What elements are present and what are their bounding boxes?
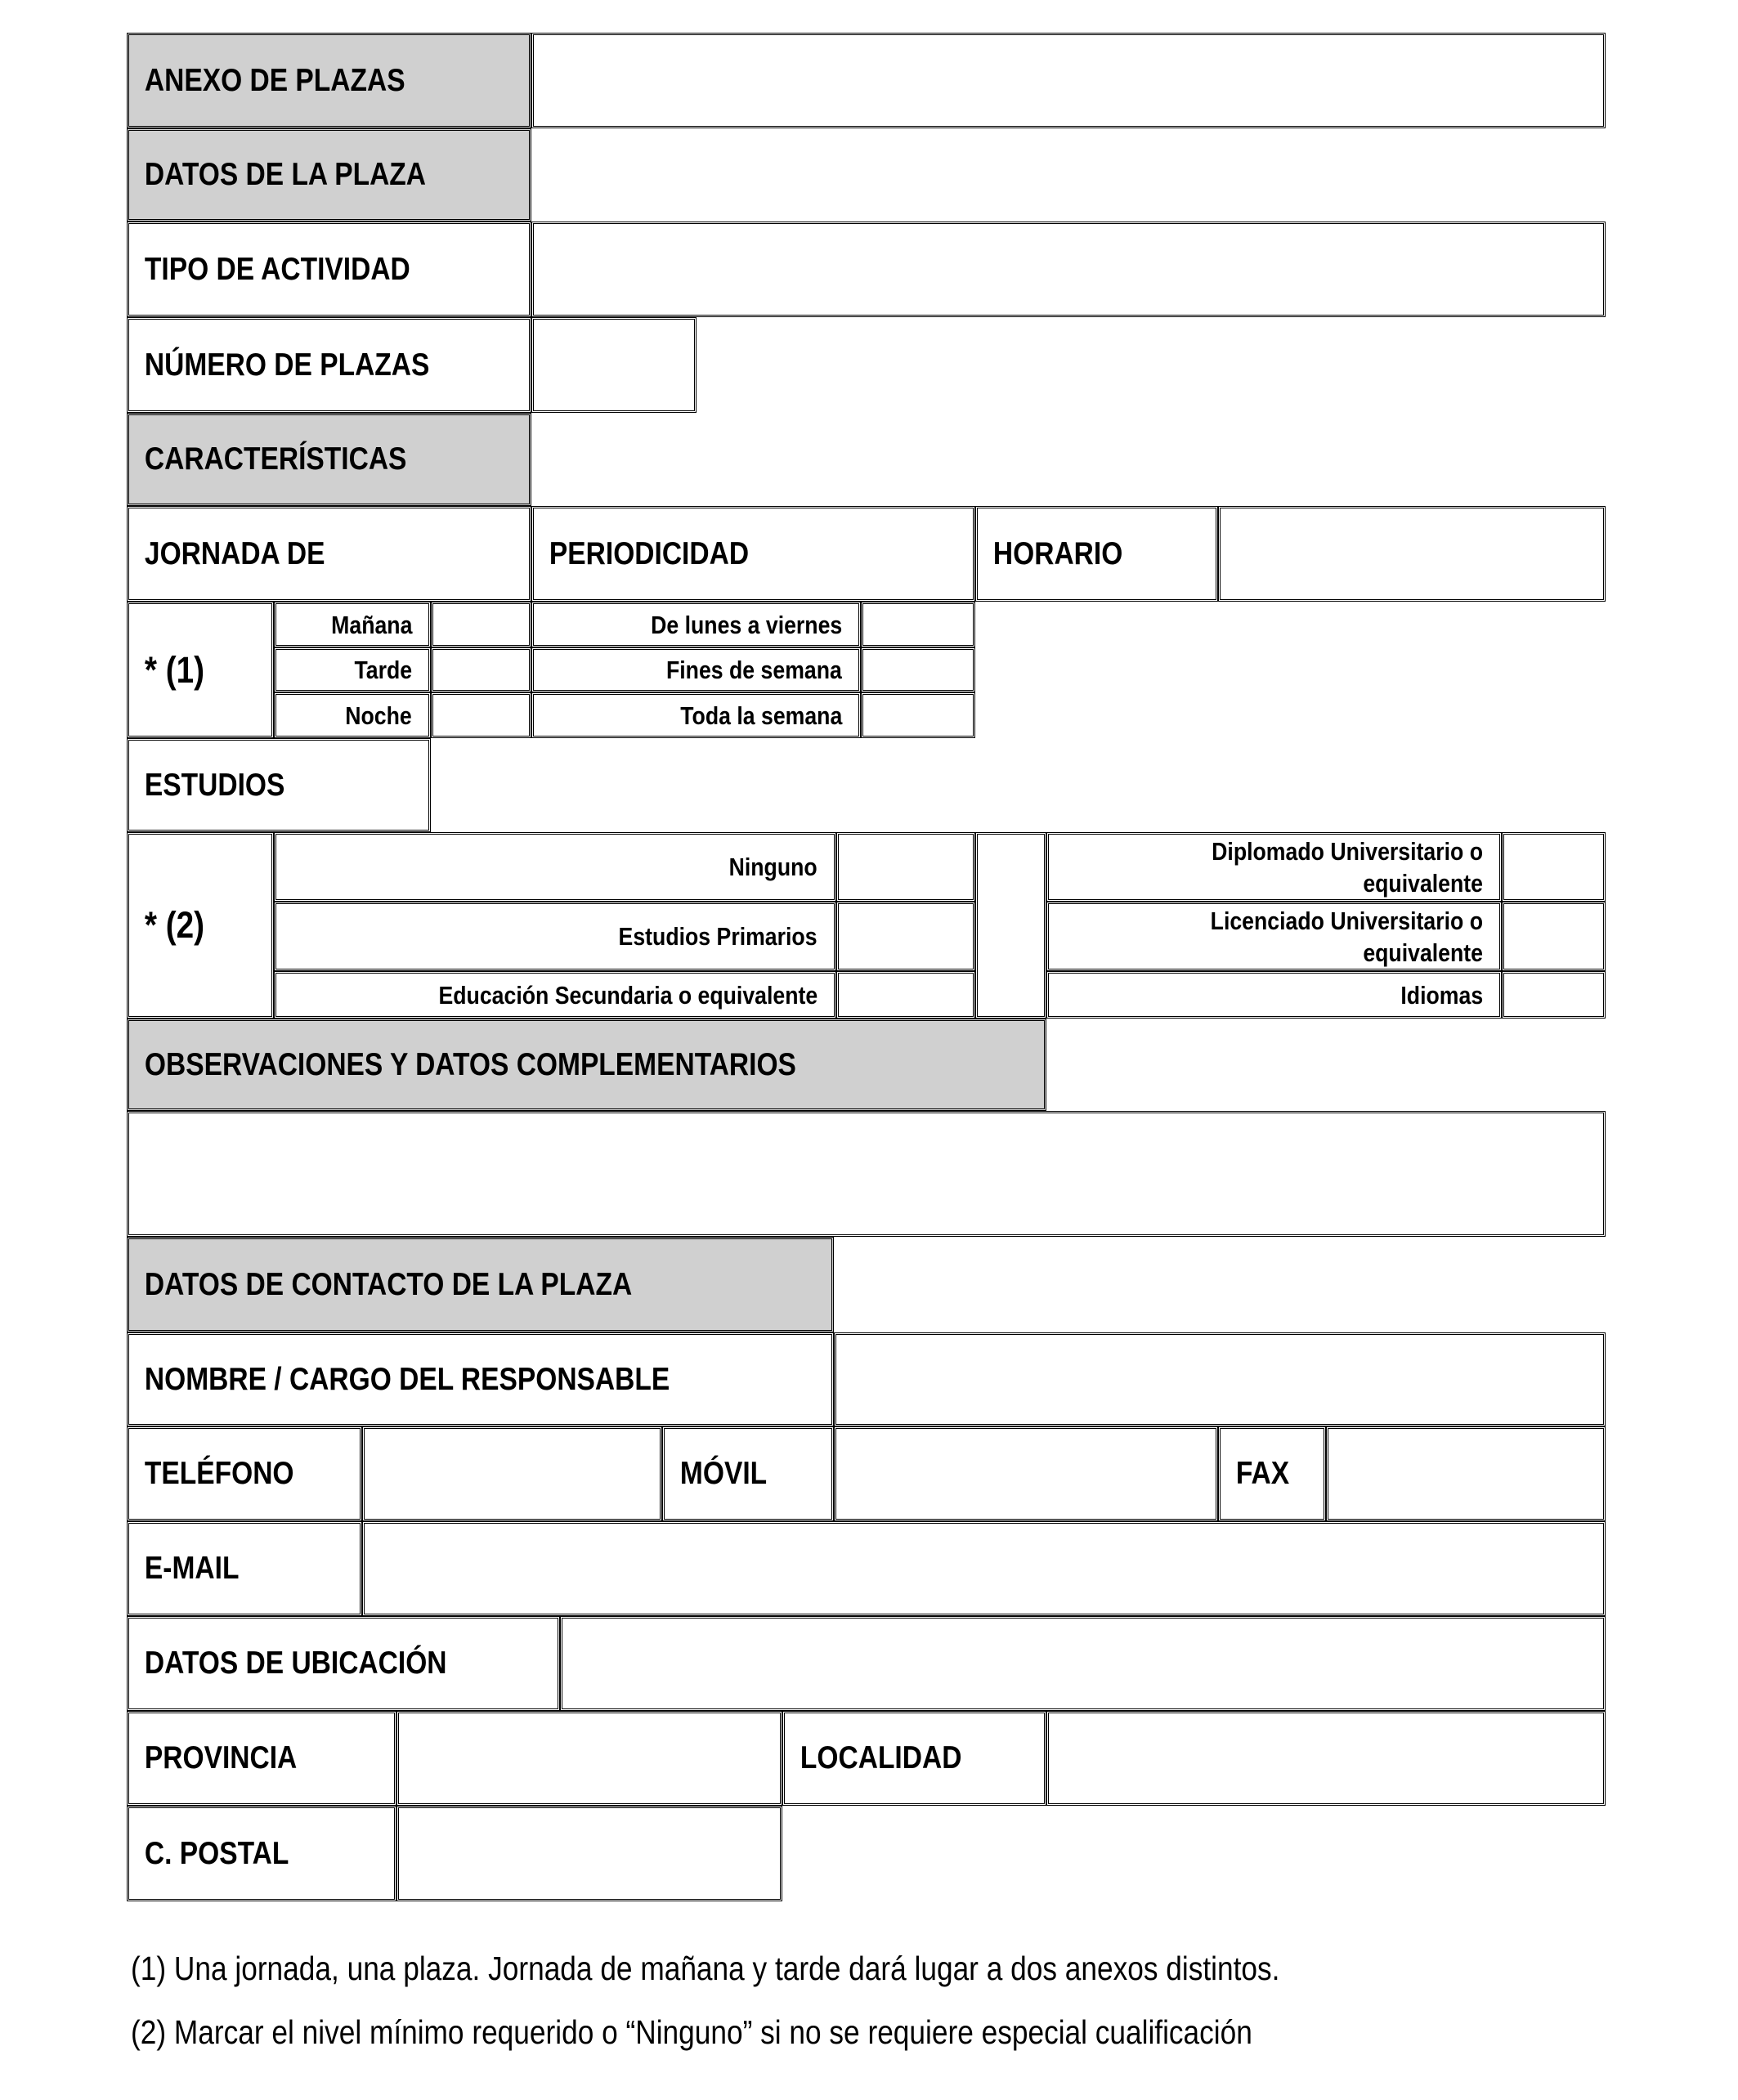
observaciones-header [127, 1019, 1046, 1111]
movil-text: MÓVIL [679, 1456, 768, 1491]
numero-de-plazas-text: NÚMERO DE PLAZAS [144, 347, 430, 383]
jornada-marker [127, 602, 274, 738]
telefono-text: TELÉFONO [144, 1456, 294, 1491]
footnote-1: (1) Una jornada, una plaza. Jornada de mañana y tarde dará lugar a dos anexos distintos. [131, 1950, 1280, 1987]
horario-text: HORARIO [992, 535, 1123, 571]
datos-de-contacto-text: DATOS DE CONTACTO DE LA PLAZA [144, 1266, 633, 1302]
option-fines-semana-text: Fines de semana [666, 656, 842, 684]
estudios-marker-text: * (2) [144, 904, 205, 946]
option-diplomado-label [1046, 832, 1502, 902]
option-lunes-viernes-checkbox[interactable] [861, 602, 975, 647]
option-noche-checkbox[interactable] [431, 692, 531, 738]
option-tarde-label [274, 647, 431, 692]
option-tarde-text: Tarde [354, 656, 412, 684]
tipo-de-actividad-field[interactable] [531, 222, 1606, 317]
option-toda-semana-text: Toda la semana [679, 701, 842, 730]
telefono-field[interactable] [362, 1426, 662, 1521]
option-manana-label [274, 602, 431, 647]
anexo-de-plazas-field[interactable] [531, 33, 1606, 128]
numero-de-plazas-field[interactable] [531, 317, 697, 413]
estudios-spacer [975, 832, 1046, 1019]
datos-de-la-plaza-header [127, 128, 531, 222]
option-secundaria-text: Educación Secundaria o equivalente [438, 980, 817, 1010]
movil-field[interactable] [834, 1426, 1218, 1521]
option-idiomas-text: Idiomas [1400, 980, 1483, 1010]
horario-label [975, 506, 1218, 602]
option-idiomas-label [1046, 971, 1502, 1019]
c-postal-field[interactable] [396, 1806, 782, 1901]
localidad-label [782, 1711, 1046, 1806]
observaciones-text: OBSERVACIONES Y DATOS COMPLEMENTARIOS [144, 1046, 796, 1082]
nombre-cargo-text: NOMBRE / CARGO DEL RESPONSABLE [144, 1361, 670, 1397]
telefono-label [127, 1426, 362, 1521]
option-noche-label [274, 692, 431, 738]
localidad-text: LOCALIDAD [800, 1740, 962, 1775]
option-licenciado-label [1046, 902, 1502, 971]
nombre-cargo-label [127, 1332, 834, 1426]
datos-de-la-plaza-text: DATOS DE LA PLAZA [144, 157, 427, 192]
datos-de-ubicacion-label [127, 1616, 560, 1711]
estudios-label [127, 738, 431, 832]
fax-field[interactable] [1326, 1426, 1606, 1521]
option-fines-semana-label [531, 647, 861, 692]
option-secundaria-checkbox[interactable] [836, 971, 975, 1019]
email-text: E-MAIL [144, 1551, 240, 1586]
periodicidad-label [531, 506, 975, 602]
anexo-de-plazas-text: ANEXO DE PLAZAS [144, 62, 405, 98]
localidad-field[interactable] [1046, 1711, 1606, 1806]
numero-de-plazas-label [127, 317, 531, 413]
option-manana-checkbox[interactable] [431, 602, 531, 647]
provincia-label [127, 1711, 396, 1806]
option-ninguno-checkbox[interactable] [836, 832, 975, 902]
option-toda-semana-checkbox[interactable] [861, 692, 975, 738]
observaciones-field[interactable] [127, 1111, 1606, 1237]
option-ninguno-text: Ninguno [728, 853, 817, 881]
option-fines-semana-checkbox[interactable] [861, 647, 975, 692]
jornada-marker-text: * (1) [144, 648, 205, 691]
horario-field[interactable] [1218, 506, 1606, 602]
option-diplomado-checkbox[interactable] [1502, 832, 1606, 902]
option-ninguno-label [274, 832, 836, 902]
option-estudios-primarios-text: Estudios Primarios [619, 922, 817, 951]
datos-de-contacto-header [127, 1237, 834, 1332]
datos-de-ubicacion-text: DATOS DE UBICACIÓN [144, 1646, 447, 1681]
datos-de-ubicacion-field[interactable] [560, 1616, 1606, 1711]
option-toda-semana-label [531, 692, 861, 738]
footnote-2: (2) Marcar el nivel mínimo requerido o “Ninguno” si no se requiere especial cualificación [131, 2013, 1252, 2051]
email-field[interactable] [362, 1521, 1606, 1616]
email-label [127, 1521, 362, 1616]
c-postal-label [127, 1806, 396, 1901]
tipo-de-actividad-text: TIPO DE ACTIVIDAD [144, 251, 410, 287]
jornada-de-label [127, 506, 531, 602]
tipo-de-actividad-label [127, 222, 531, 317]
estudios-text: ESTUDIOS [144, 767, 285, 803]
c-postal-text: C. POSTAL [144, 1835, 289, 1871]
option-diplomado-text: Diplomado Universitario o equivalente [1212, 836, 1483, 898]
option-lunes-viernes-text: De lunes a viernes [650, 610, 842, 639]
option-idiomas-checkbox[interactable] [1502, 971, 1606, 1019]
nombre-cargo-field[interactable] [834, 1332, 1606, 1426]
estudios-marker [127, 832, 274, 1019]
option-licenciado-text: Licenciado Universitario o equivalente [1210, 906, 1483, 967]
provincia-field[interactable] [396, 1711, 782, 1806]
option-estudios-primarios-label [274, 902, 836, 971]
periodicidad-text: PERIODICIDAD [549, 535, 750, 571]
fax-label [1218, 1426, 1326, 1521]
option-tarde-checkbox[interactable] [431, 647, 531, 692]
option-manana-text: Mañana [330, 610, 412, 639]
option-noche-text: Noche [345, 701, 412, 730]
caracteristicas-header [127, 413, 531, 506]
caracteristicas-text: CARACTERÍSTICAS [144, 441, 407, 477]
option-lunes-viernes-label [531, 602, 861, 647]
option-estudios-primarios-checkbox[interactable] [836, 902, 975, 971]
option-licenciado-checkbox[interactable] [1502, 902, 1606, 971]
anexo-de-plazas-label [127, 33, 531, 128]
provincia-text: PROVINCIA [144, 1740, 298, 1775]
movil-label [662, 1426, 834, 1521]
fax-text: FAX [1235, 1456, 1290, 1491]
option-secundaria-label [274, 971, 836, 1019]
jornada-de-text: JORNADA DE [144, 535, 325, 571]
